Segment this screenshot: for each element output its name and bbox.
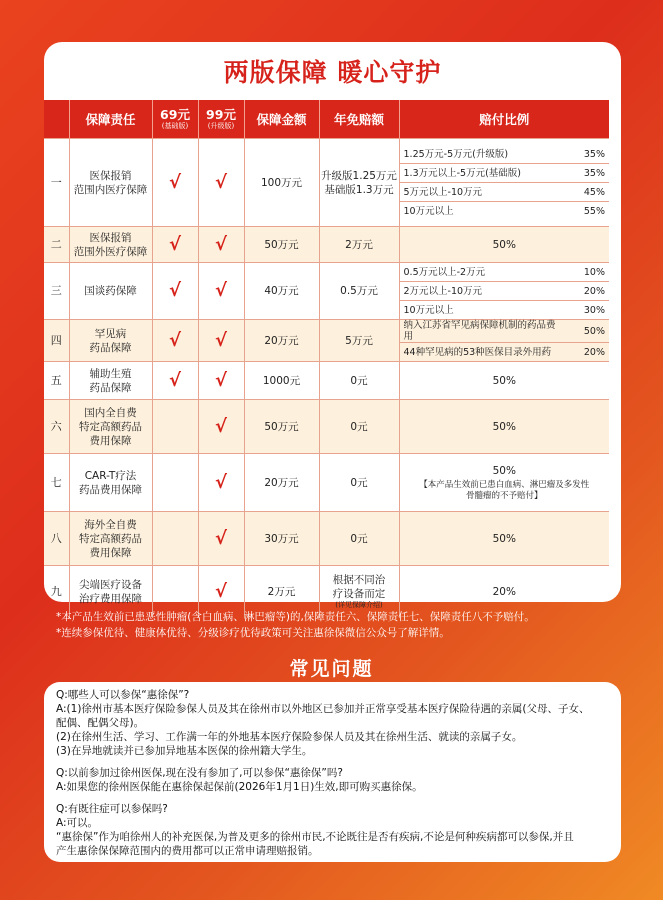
upgrade-check-text: √ <box>214 329 227 351</box>
deductible <box>319 320 399 362</box>
payout-ratio <box>399 400 609 454</box>
deductible <box>319 512 399 566</box>
coverage-amount-text: 40万元 <box>264 285 299 297</box>
faq-title: 常见问题 <box>289 658 374 680</box>
upgrade-check <box>198 227 244 263</box>
table-row <box>44 454 609 512</box>
ratio-tier <box>400 183 610 202</box>
upgrade-check-text: √ <box>214 233 227 255</box>
upgrade-check <box>198 320 244 362</box>
row-index-text: 八 <box>50 531 62 545</box>
coverage-card <box>44 42 621 610</box>
upgrade-check <box>198 512 244 566</box>
responsibility-name-text: 辅助生殖 药品保障 <box>89 367 132 394</box>
responsibility-name-text: 海外全自费 特定高额药品 费用保障 <box>79 518 142 559</box>
table-row <box>44 400 609 454</box>
faq-item <box>56 766 609 794</box>
row-index <box>44 454 69 512</box>
row-index <box>44 362 69 400</box>
row-index <box>44 139 69 227</box>
coverage-table <box>44 100 609 618</box>
upgrade-check-text: √ <box>214 580 227 602</box>
ratio-breakdown <box>400 263 610 319</box>
row-index-text: 三 <box>50 284 62 297</box>
deductible-text: 根据不同治 疗设备而定 <box>332 574 386 601</box>
upgrade-check <box>198 454 244 512</box>
upgrade-check-text: √ <box>214 171 227 193</box>
page-title: 两版保障 暖心守护 <box>223 58 442 87</box>
ratio-note: 【本产品生效前已患白血病、淋巴瘤及多发性 骨髓瘤的不予赔付】 <box>419 479 590 501</box>
faq-line: 产生惠徐保保障范围内的费用都可以正常申请理赔报销。 <box>56 845 319 857</box>
upgrade-check <box>198 400 244 454</box>
upgrade-check <box>198 263 244 320</box>
faq-item <box>56 688 609 758</box>
coverage-amount <box>244 362 319 400</box>
faq-line: (3)在异地就读并已参加异地基本医保的徐州籍大学生。 <box>56 745 313 757</box>
table-row <box>44 320 609 362</box>
row-index-text: 六 <box>50 419 62 433</box>
ratio-percent: 50% <box>492 464 516 477</box>
basic-check <box>152 320 198 362</box>
basic-check-text: √ <box>168 369 181 391</box>
header-deductible: 年免赔额 <box>319 100 399 139</box>
basic-check <box>152 400 198 454</box>
deductible-text: 2万元 <box>345 238 373 251</box>
coverage-amount <box>244 227 319 263</box>
responsibility-name <box>69 362 152 400</box>
coverage-amount <box>244 512 319 566</box>
faq-line: (2)在徐州生活、学习、工作满一年的外地基本医疗保险参保人员及其在徐州生活、就读的亲属子女。 <box>56 731 523 743</box>
table-row <box>44 263 609 320</box>
header-upgrade-version: 99元 (升级版) <box>198 100 244 139</box>
deductible <box>319 263 399 320</box>
header-responsibility: 保障责任 <box>69 100 152 139</box>
coverage-amount-text: 2万元 <box>267 585 296 598</box>
deductible-text: 0元 <box>350 532 368 545</box>
ratio-tier <box>400 263 610 282</box>
ratio-breakdown <box>400 145 610 220</box>
ratio-percent: 50% <box>492 238 516 251</box>
ratio-range: 44种罕见病的53种医保目录外用药 <box>403 346 552 358</box>
ratio-range: 1.3万元以上-5万元(基础版) <box>400 164 562 183</box>
ratio-percent: 20% <box>492 585 516 598</box>
ratio-range: 10万元以上 <box>403 304 454 316</box>
ratio-tier <box>400 164 610 183</box>
basic-check <box>152 263 198 320</box>
faq-line: “惠徐保”作为咱徐州人的补充医保,为普及更多的徐州市民,不论既往是否有疾病,不论是何种疾病都可以参保,并且 <box>56 831 574 843</box>
upgrade-check-text: √ <box>214 415 227 437</box>
row-index <box>44 512 69 566</box>
faq-box <box>44 682 621 862</box>
deductible <box>319 227 399 263</box>
upgrade-check <box>198 139 244 227</box>
ratio-percent: 20% <box>583 346 605 358</box>
ratio-tier <box>400 202 610 221</box>
faq-line: Q:哪些人可以参保“惠徐保”? <box>56 689 190 701</box>
ratio-percent: 30% <box>583 304 605 316</box>
ratio-range: 2万元以上-10万元 <box>400 282 562 301</box>
ratio-range: 10万元以上 <box>403 205 454 217</box>
ratio-percent: 50% <box>561 320 609 343</box>
ratio-percent: 50% <box>492 532 516 545</box>
row-index <box>44 400 69 454</box>
faq-line: Q:有既往症可以参保吗? <box>56 803 168 815</box>
ratio-breakdown <box>400 320 610 361</box>
coverage-amount-text: 30万元 <box>264 532 299 545</box>
coverage-amount <box>244 320 319 362</box>
table-row <box>44 512 609 566</box>
responsibility-name-text: CAR-T疗法 药品费用保障 <box>79 469 142 496</box>
ratio-tier <box>400 343 610 362</box>
row-index <box>44 320 69 362</box>
faq-line: A:(1)徐州市基本医疗保险参保人员及其在徐州市以外地区已参加并正常享受基本医疗保险待遇的亲属(父母、子女、 <box>56 703 590 715</box>
responsibility-name-text: 尖端医疗设备 治疗费用保障 <box>79 578 142 605</box>
payout-ratio <box>399 263 609 320</box>
ratio-percent: 10% <box>561 263 609 282</box>
responsibility-name-text: 国谈药保障 <box>84 285 137 297</box>
payout-ratio <box>399 320 609 362</box>
row-index-text: 二 <box>50 237 62 251</box>
basic-check-text: √ <box>168 329 181 351</box>
payout-ratio <box>399 512 609 566</box>
row-index <box>44 227 69 263</box>
ratio-percent: 55% <box>583 205 605 217</box>
ratio-range: 0.5万元以上-2万元 <box>400 263 562 282</box>
deductible <box>319 454 399 512</box>
faq-item <box>56 802 609 858</box>
responsibility-name-text: 国内全自费 特定高额药品 费用保障 <box>79 406 142 447</box>
upgrade-check-text: √ <box>214 527 227 549</box>
ratio-percent: 50% <box>492 374 516 387</box>
ratio-tier <box>400 282 610 301</box>
footnote: *本产品生效前已患恶性肿瘤(含白血病、淋巴瘤等)的,保障责任六、保障责任七、保障责任八不予赔付。 <box>56 611 535 623</box>
deductible-text: 0元 <box>350 420 368 433</box>
deductible-text: 0.5万元 <box>340 285 378 297</box>
table-row <box>44 227 609 263</box>
deductible <box>319 400 399 454</box>
header-amount: 保障金额 <box>244 100 319 139</box>
basic-check-text: √ <box>168 233 181 255</box>
deductible-text: 0元 <box>350 374 368 387</box>
upgrade-check-text: √ <box>214 280 227 301</box>
ratio-percent: 50% <box>492 420 516 433</box>
responsibility-name <box>69 400 152 454</box>
responsibility-name-text: 医保报销 范围外医疗保障 <box>73 231 148 258</box>
payout-ratio <box>399 227 609 263</box>
basic-check <box>152 362 198 400</box>
footnotes <box>56 609 535 641</box>
responsibility-name <box>69 454 152 512</box>
table-row <box>44 362 609 400</box>
faq-line: Q:以前参加过徐州医保,现在没有参加了,可以参保“惠徐保”吗? <box>56 767 343 779</box>
coverage-amount-text: 50万元 <box>264 420 299 433</box>
responsibility-name-text: 罕见病 药品保障 <box>89 327 132 354</box>
responsibility-name-text: 医保报销 范围内医疗保障 <box>73 169 148 196</box>
responsibility-name <box>69 227 152 263</box>
table-header-row <box>44 100 609 139</box>
coverage-amount-text: 20万元 <box>264 476 299 489</box>
coverage-amount-text: 100万元 <box>260 176 303 189</box>
ratio-range: 纳入江苏省罕见病保障机制的药品费用 <box>400 320 562 343</box>
faq-line: A:如果您的徐州医保能在惠徐保起保前(2026年1月1日)生效,即可购买惠徐保。 <box>56 781 423 793</box>
header-basic-version: 69元 (基础版) <box>152 100 198 139</box>
footnote: *连续参保优待、健康体优待、分级诊疗优待政策可关注惠徐保微信公众号了解详情。 <box>56 627 450 639</box>
row-index-text: 九 <box>50 584 62 598</box>
basic-check-text: √ <box>168 280 181 301</box>
ratio-tier <box>400 301 610 320</box>
ratio-range: 5万元以上-10万元 <box>400 183 562 202</box>
responsibility-name <box>69 139 152 227</box>
row-index-text: 一 <box>50 175 62 189</box>
deductible-text: 0元 <box>350 476 368 489</box>
ratio-tier <box>400 320 610 343</box>
coverage-amount <box>244 454 319 512</box>
basic-check-text: √ <box>168 171 181 193</box>
payout-ratio <box>399 139 609 227</box>
basic-check <box>152 454 198 512</box>
upgrade-check-text: √ <box>214 471 227 493</box>
ratio-tier <box>400 145 610 164</box>
payout-ratio <box>399 362 609 400</box>
basic-check <box>152 227 198 263</box>
row-index <box>44 263 69 320</box>
deductible <box>319 362 399 400</box>
faq-line: A:可以。 <box>56 817 99 829</box>
ratio-range: 1.25万元-5万元(升级版) <box>400 145 562 164</box>
ratio-percent: 45% <box>561 183 609 202</box>
responsibility-name <box>69 512 152 566</box>
table-row <box>44 139 609 227</box>
responsibility-name <box>69 263 152 320</box>
coverage-amount-text: 20万元 <box>264 334 299 347</box>
deductible-text: 5万元 <box>345 334 373 347</box>
deductible-text: 升级版1.25万元 基础版1.3万元 <box>321 169 397 196</box>
upgrade-check <box>198 362 244 400</box>
row-index-text: 七 <box>50 475 62 489</box>
header-index <box>44 100 69 139</box>
responsibility-name <box>69 320 152 362</box>
ratio-percent: 35% <box>561 164 609 183</box>
coverage-amount-text: 50万元 <box>264 238 299 251</box>
basic-check <box>152 512 198 566</box>
basic-check <box>152 139 198 227</box>
coverage-amount <box>244 400 319 454</box>
deductible-note: (详见保障介绍) <box>335 601 383 610</box>
upgrade-check-text: √ <box>214 369 227 391</box>
deductible <box>319 139 399 227</box>
row-index-text: 五 <box>50 373 62 387</box>
coverage-amount <box>244 263 319 320</box>
coverage-amount-text: 1000元 <box>262 374 301 387</box>
header-ratio: 赔付比例 <box>399 100 609 139</box>
ratio-percent: 20% <box>561 282 609 301</box>
coverage-amount <box>244 139 319 227</box>
faq-line: 配偶、配偶父母)。 <box>56 717 145 729</box>
payout-ratio <box>399 454 609 512</box>
row-index-text: 四 <box>50 333 62 347</box>
ratio-percent: 35% <box>561 145 609 164</box>
